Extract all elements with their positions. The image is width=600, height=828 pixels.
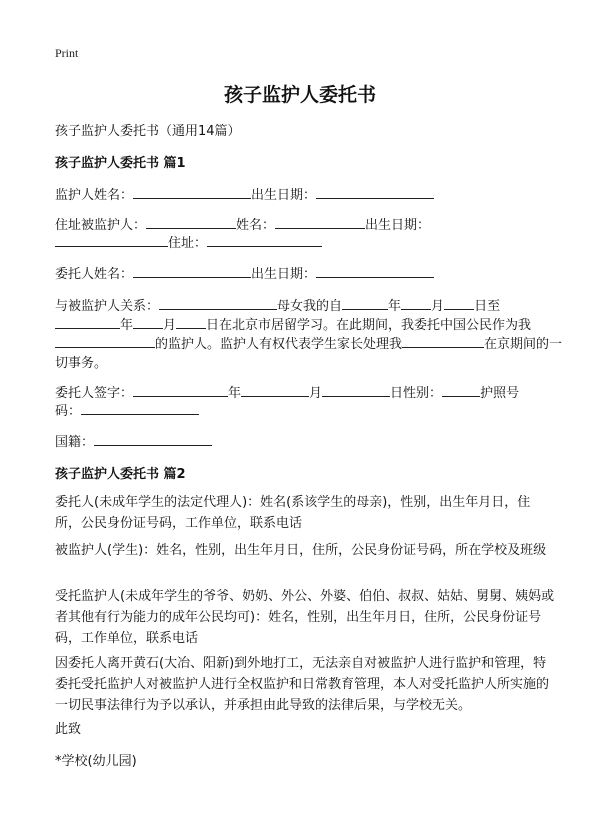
signature-year-label: 年 xyxy=(228,386,242,401)
to-month-blank[interactable] xyxy=(133,314,163,329)
passport-code-label: 码： xyxy=(55,404,82,419)
signature-month-blank[interactable] xyxy=(241,382,309,397)
ward-name-blank[interactable] xyxy=(275,214,365,229)
all-matters-text: 切事务。 xyxy=(55,356,108,371)
paragraph-ward: 被监护人(学生)：姓名，性别，出生年月日，住所，公民身份证号码，所在学校及班级 xyxy=(55,543,547,558)
ward-name-label: 姓名： xyxy=(236,218,276,233)
document-subtitle: 孩子监护人委托书（通用14篇） xyxy=(55,124,241,139)
paragraph-client: 委托人(未成年学生的法定代理人)：姓名(系该学生的母亲)，性别，出生年月日，住所，公民身份证号码，工作单位，联系电话 xyxy=(55,495,531,531)
client-birth-blank[interactable] xyxy=(316,263,434,278)
client-name-label: 委托人姓名： xyxy=(55,267,134,282)
guardian-name-label: 监护人姓名： xyxy=(55,188,134,203)
birth-date-label: 出生日期： xyxy=(251,188,317,203)
signature-row xyxy=(55,382,519,401)
signature-blank[interactable] xyxy=(133,382,228,397)
guardian-name-blank[interactable] xyxy=(133,184,251,199)
guardian-authority-row xyxy=(55,333,562,352)
client-birth-label: 出生日期： xyxy=(251,267,317,282)
paragraph-trustee: 受托监护人(未成年学生的爷爷、奶奶、外公、外婆、伯伯、叔叔、姑姑、舅舅、姨妈或者其他有行为能力的成年公民均可)：姓名，性别，出生年月日，住所，公民身份证号码，工作单位，联系电话 xyxy=(55,589,555,646)
passport-row xyxy=(55,400,199,419)
page-title: 孩子监护人委托书 xyxy=(223,84,376,106)
section-heading-2: 孩子监护人委托书 篇2 xyxy=(55,467,186,482)
to-year-blank[interactable] xyxy=(55,314,120,329)
day-to-label: 日至 xyxy=(474,299,501,314)
to-month-label: 月 xyxy=(163,318,177,333)
mother-and-me-text: 母女我的自 xyxy=(277,299,343,314)
from-day-blank[interactable] xyxy=(444,295,474,310)
relation-label: 与被监护人关系： xyxy=(55,299,160,314)
appointed-guardian-blank[interactable] xyxy=(55,333,155,348)
section-heading-1: 孩子监护人委托书 篇1 xyxy=(55,156,186,171)
from-year-blank[interactable] xyxy=(342,295,388,310)
guardian-name-row xyxy=(55,184,434,203)
nationality-blank[interactable] xyxy=(94,431,212,446)
signature-label: 委托人签字： xyxy=(55,386,134,401)
closing-text: 此致 xyxy=(55,722,82,737)
ward-address-row xyxy=(55,232,322,251)
ward-address-blank[interactable] xyxy=(207,232,322,247)
recipient-text: *学校(幼儿园) xyxy=(55,754,137,769)
from-month-blank[interactable] xyxy=(401,295,431,310)
ward-birth-date-label: 出生日期： xyxy=(365,218,431,233)
signature-day-blank[interactable] xyxy=(322,382,390,397)
guardian-authority-text: 的监护人。监护人有权代表学生家长处理我 xyxy=(155,337,403,352)
ward-address-label: 住址： xyxy=(168,236,208,251)
relation-blank[interactable] xyxy=(159,295,277,310)
signature-month-label: 月 xyxy=(309,386,323,401)
gender-blank[interactable] xyxy=(442,382,480,397)
nationality-label: 国籍： xyxy=(55,435,95,450)
from-year-label: 年 xyxy=(388,299,402,314)
print-link[interactable]: Print xyxy=(55,46,79,60)
relation-row xyxy=(55,295,500,314)
all-matters-row xyxy=(55,352,107,371)
paragraph-entrustment: 因委托人离开黄石(大冶、阳新)到外地打工，无法亲自对被监护人进行监护和管理，特委托受托监护人对被监护人进行全权监护和日常教育管理，本人对受托监护人所实施的一切民事法律行为予以承认，并承担由此导致的法律后果，与学校无关。 xyxy=(55,656,550,713)
address-ward-row xyxy=(55,214,430,233)
client-name-row xyxy=(55,263,434,282)
to-year-label: 年 xyxy=(120,318,134,333)
ward-birth-date-blank[interactable] xyxy=(55,232,168,247)
nationality-row xyxy=(55,431,212,450)
birth-date-blank[interactable] xyxy=(316,184,434,199)
signature-gender-label: 日性别： xyxy=(390,386,443,401)
stay-beijing-text: 日在北京市居留学习。在此期间，我委托中国公民作为我 xyxy=(206,318,532,333)
to-day-blank[interactable] xyxy=(176,314,206,329)
passport-number-blank[interactable] xyxy=(81,400,199,415)
address-ward-label: 住址被监护人： xyxy=(55,218,147,233)
client-name-blank[interactable] xyxy=(133,263,251,278)
period-row xyxy=(55,314,531,333)
in-beijing-text: 在京期间的一 xyxy=(484,337,563,352)
address-ward-blank[interactable] xyxy=(146,214,236,229)
student-name-blank[interactable] xyxy=(402,333,484,348)
from-month-label: 月 xyxy=(431,299,445,314)
passport-label: 护照号 xyxy=(480,386,520,401)
